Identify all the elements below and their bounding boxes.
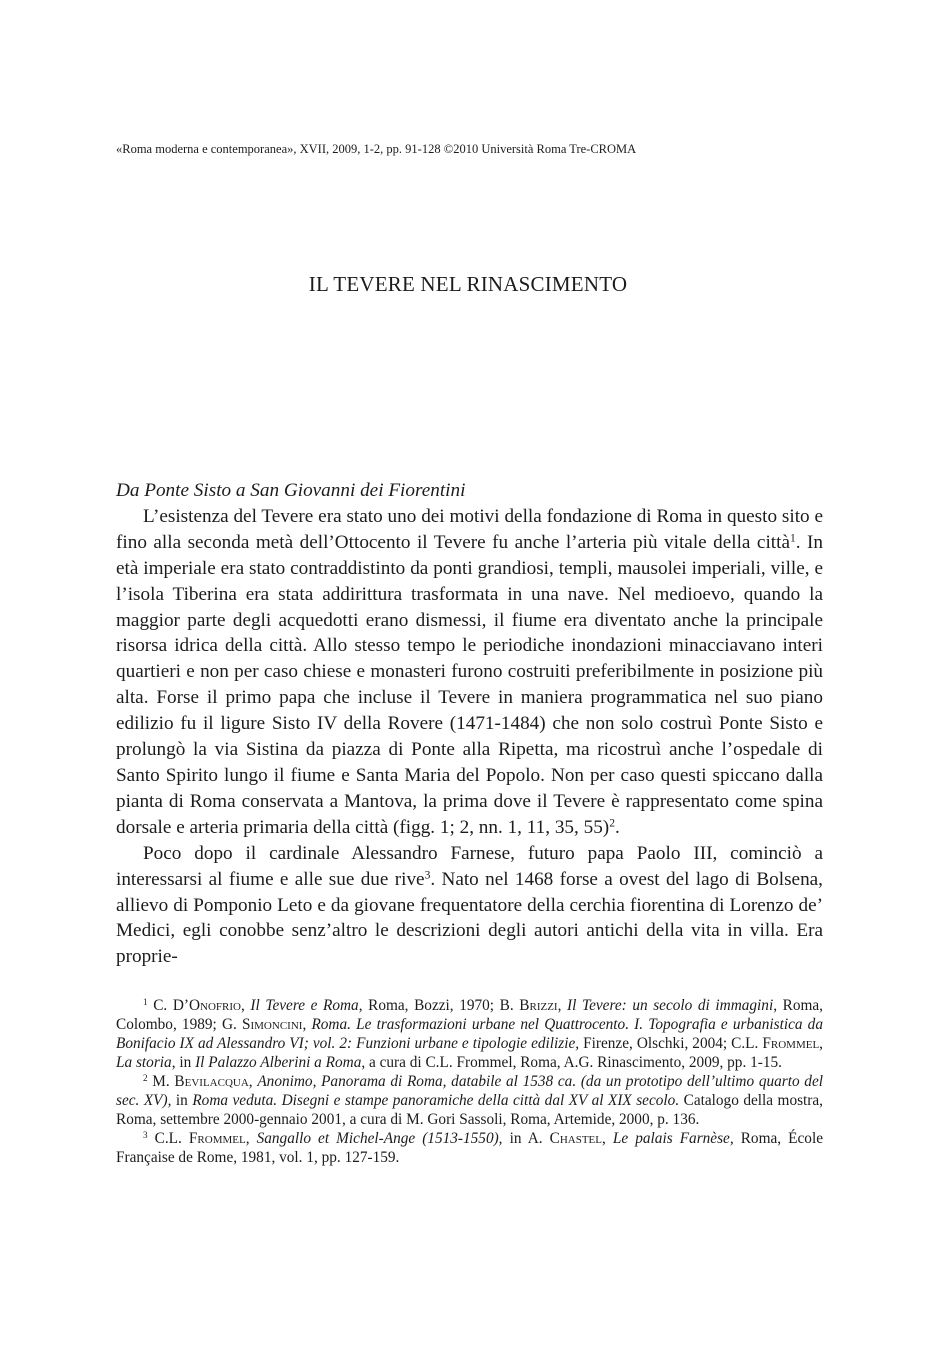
paragraph-text: L’esistenza del Tevere era stato uno dei motivi della fondazione di Roma in questo sito e fino alla seconda metà dell’Ottocento il Tevere fu anche l’arteria più vitale della città (116, 505, 823, 553)
footnote: $^1$ C. D’Onofrio, Il Tevere e Roma, Roma, Bozzi, 1970; B. Brizzi, Il Tevere: un secolo di immagini, Roma, Colombo, 1989; G. Simoncini, Roma. Le trasformazioni urbane nel Quattrocento. I. Topografia e urbanistica da Bonifacio IX ad Alessandro VI; vol. 2: Funzioni urbane e tipologie edilizie, Firenze, Olschki, 2004; C.L. Frommel, La storia, in Il Palazzo Alberini a Roma, a cura di C.L. Frommel, Roma, A.G. Rinascimento, 2009, pp. 1-15. (116, 996, 823, 1071)
paragraph-text: . Nato nel 1468 forse a ovest del lago di Bolsena, allievo di Pomponio Leto e da giovane frequentatore della cerchia fiorentina di Lorenzo de’ Medici, egli conobbe senz’altro le descrizioni degli autori antichi della vita in villa. Era proprie- (116, 868, 823, 968)
footnote-reference[interactable]: 3 (424, 869, 431, 882)
citation-text: Catalogo della mostra, Roma, settembre 2000-gennaio 2001, a cura di M. Gori Sassoli, Roma, Artemide, 2000, p. 136. (116, 1092, 823, 1128)
footnote: $^3$ C.L. Frommel, Sangallo et Michel-Ange (1513-1550), in A. Chastel, Le palais Farnèse, Roma, École Française de Rome, 1981, vol. 1, pp. 127-159. (116, 1129, 823, 1166)
citation-text: in (171, 1092, 193, 1109)
author-initial: C. D’ (153, 997, 189, 1014)
section-heading: Da Ponte Sisto a San Giovanni dei Fiorentini (116, 480, 466, 501)
footnote: $^2$ M. Bevilacqua, Anonimo, Panorama di Roma, databile al 1538 ca. (da un prototipo dell’ultimo quarto del sec. XV), in Roma veduta. Disegni e stampe panoramiche della città dal XV al XIX secolo. Catalogo della mostra, Roma, settembre 2000-gennaio 2001, a cura di M. Gori Sassoli, Roma, Artemide, 2000, p. 136. (116, 1072, 823, 1128)
footnote-number: 1 (143, 996, 148, 1007)
author-name: Bevilacqua (174, 1073, 249, 1090)
author-name: Onofrio (188, 997, 241, 1014)
author-name: Frommel (762, 1035, 820, 1052)
paragraph (116, 504, 823, 841)
author-initial: C.L. (154, 1130, 189, 1147)
work-title: Anonimo, Panorama di Roma, databile al 1538 ca. (da un prototipo dell’ultimo quarto del sec. XV), (116, 1073, 823, 1109)
citation-text: , in (171, 1054, 196, 1071)
footnote-number: 3 (143, 1129, 148, 1140)
author-name: Frommel (188, 1130, 246, 1147)
work-title: Il Tevere: un secolo di immagini (567, 997, 774, 1014)
work-title: Roma veduta. Disegni e stampe panoramiche della città dal XV al XIX secolo. (192, 1092, 680, 1109)
article-title: IL TEVERE NEL RINASCIMENTO (308, 272, 628, 296)
author-name: Simoncini (241, 1016, 303, 1033)
footnote-number: 2 (143, 1072, 148, 1083)
citation-text: Firenze, Olschki, 2004; C.L. (579, 1035, 763, 1052)
work-title: Il Palazzo Alberini a Roma (195, 1054, 362, 1071)
citation-text: , a cura di C.L. Frommel, Roma, A.G. Rinascimento, 2009, pp. 1-15. (361, 1054, 782, 1071)
citation-text: Roma, École Française de Rome, 1981, vol. 1, pp. 127-159. (116, 1130, 823, 1166)
author-name: Brizzi (519, 997, 558, 1014)
footnote-reference[interactable]: 2 (609, 817, 615, 830)
work-title: Sangallo et Michel-Ange (1513-1550), (256, 1130, 503, 1147)
work-title: Roma. Le trasformazioni urbane nel Quattrocento. I. Topografia e urbanistica da Bonifacio IX ad Alessandro VI; vol. 2: Funzioni urbane e tipologie edilizie, (116, 1016, 823, 1052)
paragraph-text: . In età imperiale era stato contraddistinto da ponti grandiosi, templi, mausolei imperiali, ville, e l’isola Tiberina era stata addirittura trasformata in una nave. Nel medioevo, quando la maggior parte degli acquedotti erano dismessi, il fiume era diventato anche la principale risorsa idrica della città. Allo stesso tempo le periodiche inondazioni minacciavano interi quartieri e non per caso chiese e monasteri furono costruiti preferibilmente in posizione più alta. Forse il primo papa che incluse il Tevere in maniera programmatica nel suo piano edilizio fu il ligure Sisto IV della Rovere (1471-1484) che non solo costruì Ponte Sisto e prolungò la via Sistina da piazza di Ponte alla Ripetta, ma ricostruì anche l’ospedale di Santo Spirito lungo il fiume e Santa Maria del Popolo. Non per caso questi spiccano dalla pianta di Roma conservata a Mantova, la prima dove il Tevere è rappresentato come spina dorsale e arteria primaria della città (figg. 1; 2, nn. 1, 11, 35, 55) (116, 531, 824, 838)
paragraph-text: . (614, 816, 620, 838)
paragraph-text: Poco dopo il cardinale Alessandro Farnese, futuro papa Paolo III, cominciò a interessarsi al fiume e alle sue due rive (116, 842, 823, 890)
citation-text: , Roma, Bozzi, 1970; B. (358, 997, 520, 1014)
work-title: La storia (116, 1054, 172, 1071)
citation-text: in A. (502, 1130, 550, 1147)
citation-text: , Roma, Colombo, 1989; G. (116, 997, 823, 1033)
work-title: Il Tevere e Roma (250, 997, 359, 1014)
work-title: Le palais Farnèse, (612, 1130, 734, 1147)
paragraph (116, 841, 823, 971)
footnotes (116, 996, 823, 1167)
article-body (116, 478, 823, 970)
footnote-reference[interactable]: 1 (789, 532, 796, 545)
journal-citation-header: «Roma moderna e contemporanea», XVII, 2009, 1-2, pp. 91-128 ©2010 Università Roma Tre-CROMA (116, 142, 637, 156)
author-name: Chastel (549, 1130, 602, 1147)
author-initial: M. (152, 1073, 175, 1090)
